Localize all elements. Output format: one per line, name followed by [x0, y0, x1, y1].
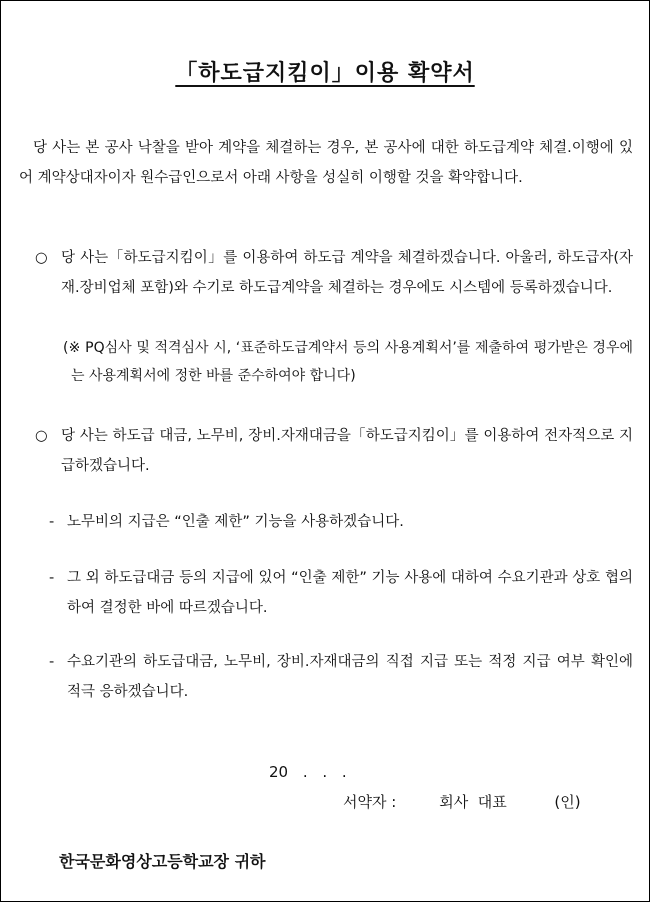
sub-item-2-text: 그 외 하도급대금 등의 지급에 있어 “인출 제한” 기능 사용에 대하여 수요기관과 상호 협의하여 결정한 바에 따르겠습니다.	[67, 570, 633, 616]
document-title: 「하도급지킴이」이용 확약서	[175, 61, 475, 86]
dash-marker: -	[49, 654, 55, 670]
sub-item-1-text: 노무비의 지급은 “인출 제한” 기능을 사용하겠습니다.	[67, 514, 404, 530]
signer-line: 서약자 : 회사 대표 (인)	[343, 793, 581, 811]
sub-item-3	[49, 647, 633, 707]
recipient-line: 한국문화영상고등학교장 귀하	[59, 852, 266, 871]
dash-marker: -	[49, 570, 55, 586]
intro-paragraph: 당 사는 본 공사 낙찰을 받아 계약을 체결하는 경우, 본 공사에 대한 하도급계약 체결.이행에 있어 계약상대자이자 원수급인으로서 아래 사항을 성실히 이행할 것을 확약합니다.	[19, 140, 633, 186]
pledge-item-1-text: 당 사는「하도급지킴이」를 이용하여 하도급 계약을 체결하겠습니다. 아울러, 하도급자(자재.장비업체 포함)와 수기로 하도급계약을 체결하는 경우에도 시스템에 등록하겠습니다.	[61, 250, 633, 296]
pledge-item-2-text: 당 사는 하도급 대금, 노무비, 장비.자재대금을「하도급지킴이」를 이용하여 전자적으로 지급하겠습니다.	[61, 428, 633, 474]
sub-item-1	[49, 507, 633, 537]
document-title-wrap	[1, 56, 649, 87]
pledge-item-1-note: (※ PQ심사 및 적격심사 시, ‘표준하도급계약서 등의 사용계획서’를 제출하여 평가받은 경우에는 사용계획서에 정한 바를 준수하여야 합니다)	[63, 340, 633, 384]
sub-item-2	[49, 563, 633, 623]
dash-marker: -	[49, 514, 55, 530]
circle-bullet-icon: ○	[35, 250, 48, 266]
pledge-item-2	[31, 421, 633, 481]
pledge-item-1	[31, 243, 633, 303]
sub-item-3-text: 수요기관의 하도급대금, 노무비, 장비.자재대금의 직접 지급 또는 적정 지급 여부 확인에 적극 응하겠습니다.	[67, 654, 633, 700]
circle-bullet-icon: ○	[35, 428, 48, 444]
date-line: 20 . . .	[269, 763, 347, 781]
